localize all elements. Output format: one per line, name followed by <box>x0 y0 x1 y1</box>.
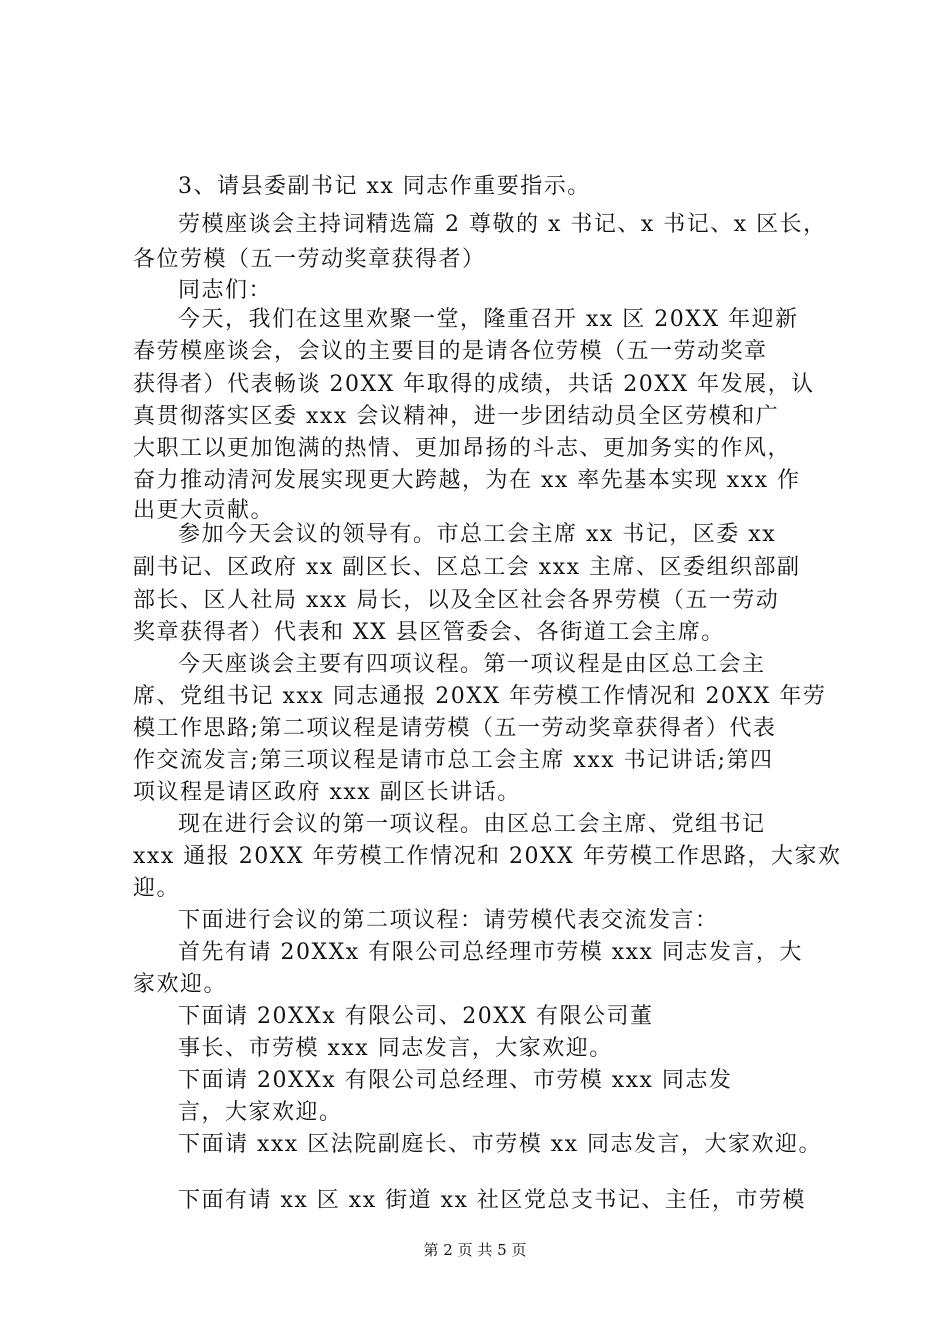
text-line: 事长、市劳模 xxx 同志发言，大家欢迎。 <box>178 1036 613 1061</box>
text-line: 项议程是请区政府 xxx 副区长讲话。 <box>133 780 521 805</box>
text-line: 参加今天会议的领导有。市总工会主席 xx 书记，区委 xx <box>178 522 777 547</box>
text-line: 大职工以更加饱满的热情、更加昂扬的斗志、更加务实的作风， <box>133 436 792 461</box>
text-line: 出更大贡献。 <box>133 498 275 523</box>
text-line: 作交流发言;第三项议程是请市总工会主席 xxx 书记讲话;第四 <box>133 748 774 773</box>
text-line: 副书记、区政府 xx 副区长、区总工会 xxx 主席、区委组织部副 <box>133 555 801 580</box>
text-line: 3、请县委副书记 xx 同志作重要指示。 <box>178 174 591 199</box>
text-line: 下面有请 xx 区 xx 街道 xx 社区党总支书记、主任，市劳模 <box>178 1188 806 1213</box>
text-line: 获得者）代表畅谈 20XX 年取得的成绩，共话 20XX 年发展，认 <box>133 372 815 397</box>
text-line: 模工作思路;第二项议程是请劳模（五一劳动奖章获得者）代表 <box>133 716 777 741</box>
text-line: 奋力推动清河发展实现更大跨越，为在 xx 率先基本实现 xxx 作 <box>133 468 801 493</box>
text-line: 下面请 xxx 区法院副庭长、市劳模 xx 同志发言，大家欢迎。 <box>178 1132 823 1157</box>
text-line: 下面进行会议的第二项议程：请劳模代表交流发言： <box>178 908 719 933</box>
text-line: xxx 通报 20XX 年劳模工作情况和 20XX 年劳模工作思路，大家欢 <box>133 844 842 869</box>
text-line: 真贯彻落实区委 xxx 会议精神，进一步团结动员全区劳模和广 <box>133 404 780 429</box>
text-line: 今天座谈会主要有四项议程。第一项议程是由区总工会主 <box>178 652 766 677</box>
text-line: 现在进行会议的第一项议程。由区总工会主席、党组书记 <box>178 812 766 837</box>
text-line: 家欢迎。 <box>133 972 228 997</box>
text-line: 言，大家欢迎。 <box>178 1100 343 1125</box>
text-line: 劳模座谈会主持词精选篇 2 尊敬的 x 书记、x 书记、x 区长， <box>178 212 827 237</box>
text-line: 下面请 20XXx 有限公司总经理、市劳模 xxx 同志发 <box>178 1068 733 1093</box>
text-line: 今天，我们在这里欢聚一堂，隆重召开 xx 区 20XX 年迎新 <box>178 307 799 332</box>
text-line: 春劳模座谈会，会议的主要目的是请各位劳模（五一劳动奖章 <box>133 339 768 364</box>
page-number: 第 2 页 共 5 页 <box>423 1241 527 1259</box>
text-line: 首先有请 20XXx 有限公司总经理市劳模 xxx 同志发言，大 <box>178 940 803 965</box>
text-line: 部长、区人社局 xxx 局长，以及全区社会各界劳模（五一劳动 <box>133 588 780 613</box>
text-line: 席、党组书记 xxx 同志通报 20XX 年劳模工作情况和 20XX 年劳 <box>133 684 827 709</box>
text-line: 各位劳模（五一劳动奖章获得者） <box>133 247 486 272</box>
text-line: 下面请 20XXx 有限公司、20XX 有限公司董 <box>178 1004 654 1029</box>
text-line: 奖章获得者）代表和 XX 县区管委会、各街道工会主席。 <box>133 620 725 645</box>
text-line: 迎。 <box>133 876 181 901</box>
text-line: 同志们： <box>178 278 273 303</box>
